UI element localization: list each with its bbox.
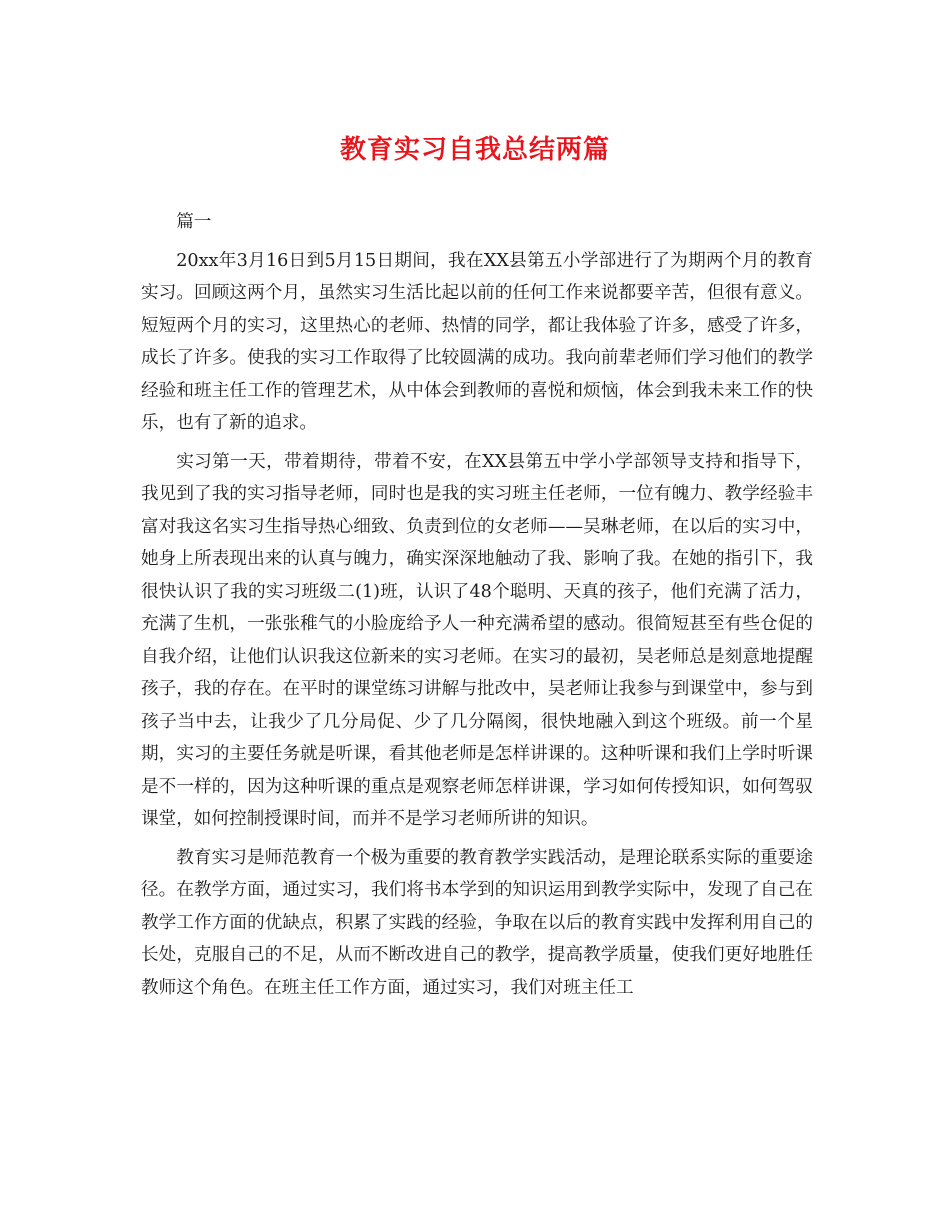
paragraph-3: 教育实习是师范教育一个极为重要的教育教学实践活动，是理论联系实际的重要途径。在教学方面，通过实习，我们将书本学到的知识运用到教学实际中，发现了自己在教学工作方面的优缺点，积累了实践的经验，争取在以后的教育实践中发挥利用自己的长处，克服自己的不足，从而不断改进自己的教学，提高教学质量，使我们更好地胜任教师这个角色。在班主任工作方面，通过实习，我们对班主任工	[141, 847, 813, 998]
paragraph-1: 20xx年3月16日到5月15日期间，我在XX县第五小学部进行了为期两个月的教育实习。回顾这两个月，虽然实习生活比起以前的任何工作来说都要辛苦，但很有意义。短短两个月的实习，这里热心的老师、热情的同学，都让我体验了许多，感受了许多，成长了许多。使我的实习工作取得了比较圆满的成功。我向前辈老师们学习他们的教学经验和班主任工作的管理艺术，从中体会到教师的喜悦和烦恼，体会到我未来工作的快乐，也有了新的追求。	[141, 250, 813, 433]
paragraph-2: 实习第一天，带着期待，带着不安，在XX县第五中学小学部领导支持和指导下，我见到了我的实习指导老师，同时也是我的实习班主任老师，一位有魄力、教学经验丰富对我这名实习生指导热心细致、负责到位的女老师——吴琳老师，在以后的实习中，她身上所表现出来的认真与魄力，确实深深地触动了我、影响了我。在她的指引下，我很快认识了我的实习班级二(1)班，认识了48个聪明、天真的孩子，他们充满了活力，充满了生机，一张张稚气的小脸庞给予人一种充满希望的感动。很简短甚至有些仓促的自我介绍，让他们认识我这位新来的实习老师。在实习的最初，吴老师总是刻意地提醒孩子，我的存在。在平时的课堂练习讲解与批改中，吴老师让我参与到课堂中，参与到孩子当中去，让我少了几分局促、少了几分隔阂，很快地融入到这个班级。前一个星期，实习的主要任务就是听课，看其他老师是怎样讲课的。这种听课和我们上学时听课是不一样的，因为这种听课的重点是观察老师怎样讲课，学习如何传授知识，如何驾驭课堂，如何控制授课时间，而并不是学习老师所讲的知识。	[141, 451, 813, 829]
document-title: 教育实习自我总结两篇	[339, 135, 610, 165]
section-heading: 篇一	[176, 212, 212, 232]
document-body	[141, 206, 813, 1004]
